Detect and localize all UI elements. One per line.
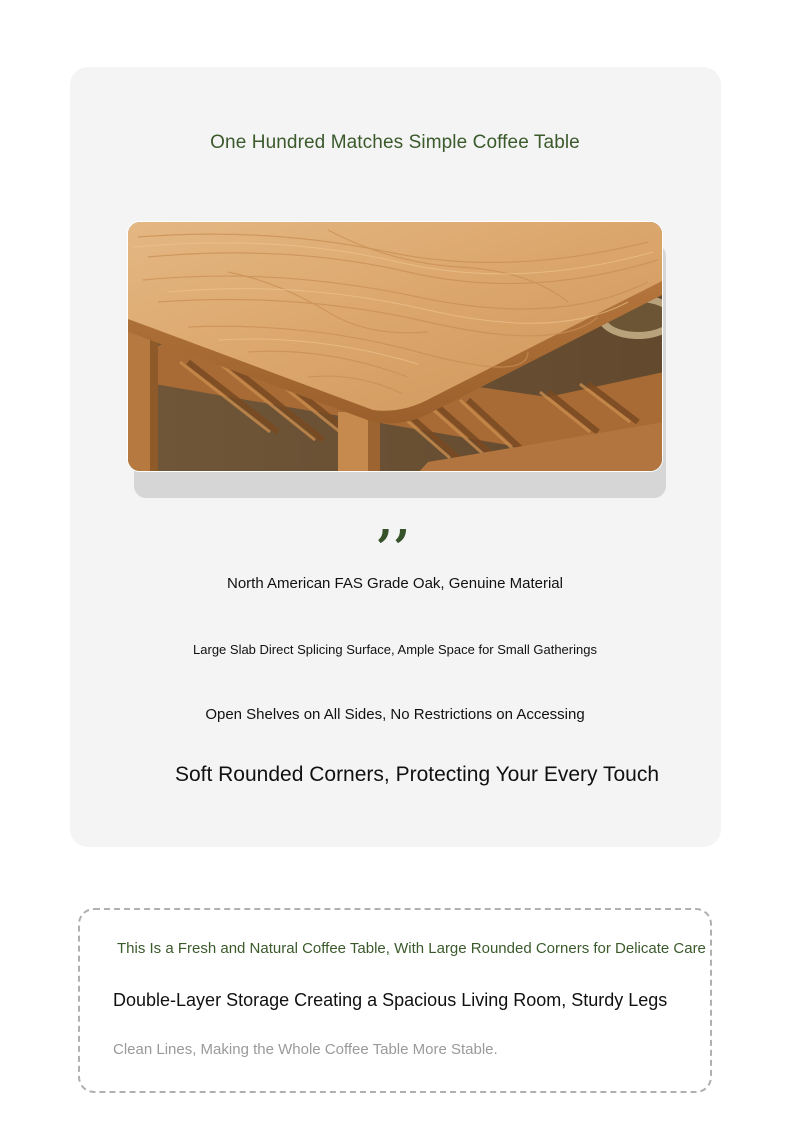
coffee-table-photo	[127, 221, 663, 472]
description-line-3: Clean Lines, Making the Whole Coffee Table More Stable.	[113, 1041, 498, 1058]
feature-material: North American FAS Grade Oak, Genuine Material	[227, 575, 563, 592]
feature-corners: Soft Rounded Corners, Protecting Your Every Touch	[174, 763, 660, 786]
quote-mark-icon: ,,	[377, 496, 413, 547]
description-line-2: Double-Layer Storage Creating a Spacious Living Room, Sturdy Legs	[113, 990, 668, 1010]
feature-shelves: Open Shelves on All Sides, No Restrictions on Accessing	[205, 706, 585, 723]
feature-surface: Large Slab Direct Splicing Surface, Ample Space for Small Gatherings	[193, 642, 597, 657]
description-line-1: This Is a Fresh and Natural Coffee Table, With Large Rounded Corners for Delicate Care	[117, 940, 706, 957]
product-title: One Hundred Matches Simple Coffee Table	[210, 132, 580, 153]
